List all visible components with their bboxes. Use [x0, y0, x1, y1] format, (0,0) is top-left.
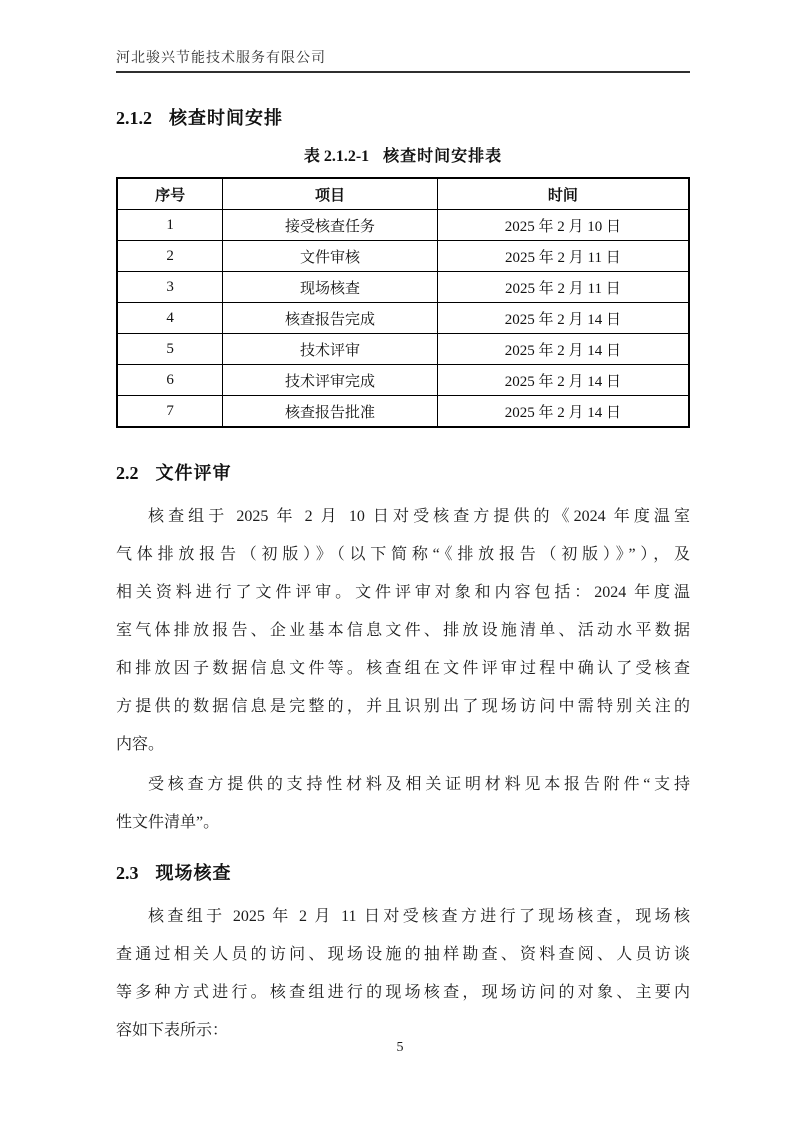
section-title: 现场核查	[155, 863, 232, 883]
cell-item: 技术评审完成	[223, 365, 438, 396]
section-title: 文件评审	[155, 463, 232, 483]
page-content	[116, 0, 690, 1050]
body-line: 方提供的数据信息是完整的，并且识别出了现场访问中需特别关注的	[116, 698, 690, 715]
cell-item: 现场核查	[223, 272, 438, 303]
body-line: 等多种方式进行。核查组进行的现场核查，现场访问的对象、主要内	[116, 984, 690, 1001]
section-title: 核查时间安排	[169, 108, 283, 128]
cell-seq: 4	[117, 303, 223, 334]
table-row	[117, 334, 689, 365]
paragraph-supporting-materials	[116, 766, 690, 842]
body-line: 核查组于 2025 年 2 月 10 日对受核查方提供的《2024 年度温室	[148, 508, 690, 525]
column-header-item: 项目	[223, 178, 438, 210]
table-caption-label: 表 2.1.2-1	[303, 148, 370, 165]
body-line: 性文件清单”。	[116, 814, 220, 831]
schedule-table	[116, 177, 690, 428]
cell-seq: 2	[117, 241, 223, 272]
table-row	[117, 396, 689, 428]
body-line: 气体排放报告（初版）》（以下简称“《排放报告（初版）》”），及	[116, 546, 690, 563]
cell-time: 2025 年 2 月 11 日	[437, 241, 689, 272]
cell-item: 核查报告完成	[223, 303, 438, 334]
cell-time: 2025 年 2 月 14 日	[437, 396, 689, 428]
cell-item: 接受核查任务	[223, 210, 438, 241]
table-row	[117, 303, 689, 334]
body-line: 受核查方提供的支持性材料及相关证明材料见本报告附件“支持	[148, 776, 690, 793]
table-row	[117, 272, 689, 303]
section-heading-2-3	[116, 862, 690, 884]
body-line: 相关资料进行了文件评审。文件评审对象和内容包括：2024 年度温	[116, 584, 690, 601]
body-line: 容如下表所示：	[116, 1022, 229, 1039]
section-heading-2-1-2	[116, 107, 690, 129]
section-number: 2.3	[116, 863, 139, 883]
table-row	[117, 210, 689, 241]
table-caption	[116, 147, 690, 167]
body-line: 查通过相关人员的访问、现场设施的抽样勘查、资料查阅、人员访谈	[116, 946, 690, 963]
table-row	[117, 365, 689, 396]
cell-seq: 3	[117, 272, 223, 303]
section-number: 2.1.2	[116, 108, 152, 128]
section-number: 2.2	[116, 463, 139, 483]
company-name: 河北骏兴节能技术服务有限公司	[116, 51, 326, 66]
column-header-time: 时间	[437, 178, 689, 210]
cell-time: 2025 年 2 月 14 日	[437, 334, 689, 365]
section-heading-2-2	[116, 462, 690, 484]
cell-seq: 7	[117, 396, 223, 428]
cell-item: 技术评审	[223, 334, 438, 365]
cell-item: 文件审核	[223, 241, 438, 272]
cell-seq: 1	[117, 210, 223, 241]
paragraph-onsite-verification	[116, 898, 690, 1050]
table-header-row	[117, 178, 689, 210]
cell-time: 2025 年 2 月 11 日	[437, 272, 689, 303]
page-number: 5	[396, 1040, 404, 1055]
cell-time: 2025 年 2 月 14 日	[437, 365, 689, 396]
cell-item: 核查报告批准	[223, 396, 438, 428]
cell-seq: 6	[117, 365, 223, 396]
cell-seq: 5	[117, 334, 223, 365]
paragraph-document-review	[116, 498, 690, 764]
page-header	[116, 50, 690, 73]
table-caption-title: 核查时间安排表	[383, 148, 503, 165]
body-line: 室气体排放报告、企业基本信息文件、排放设施清单、活动水平数据	[116, 622, 690, 639]
cell-time: 2025 年 2 月 10 日	[437, 210, 689, 241]
table-row	[117, 241, 689, 272]
cell-time: 2025 年 2 月 14 日	[437, 303, 689, 334]
column-header-seq: 序号	[117, 178, 223, 210]
body-line: 内容。	[116, 736, 165, 753]
body-line: 核查组于 2025 年 2 月 11 日对受核查方进行了现场核查，现场核	[148, 908, 690, 925]
body-line: 和排放因子数据信息文件等。核查组在文件评审过程中确认了受核查	[116, 660, 690, 677]
